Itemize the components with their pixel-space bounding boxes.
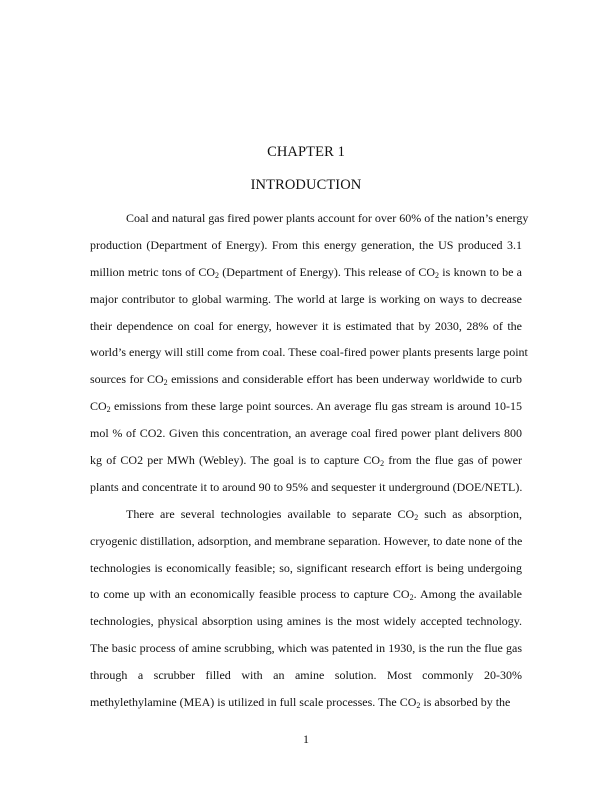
text-line: to come up with an economically feasible process to capture $CO_2$. Among the available (90, 587, 522, 603)
text-line: technologies is economically feasible; so, significant research effort is being undergoing (90, 560, 522, 575)
text-line: kg of CO2 per MWh (Webley). The goal is to capture $CO_2$ from the flue gas of power (90, 453, 522, 469)
text-line: Coal and natural gas fired power plants account for over 60% of the nation’s energy (126, 211, 529, 225)
text-line: plants and concentrate it to around 90 to 95% and sequester it underground (DOE/NETL). (90, 479, 523, 494)
page-number: 1 (303, 732, 309, 746)
text-line: sources for $CO_2$ emissions and considerable effort has been underway worldwide to curb (90, 372, 522, 388)
text-line: million metric tons of $CO_2$ (Department of Energy). This release of $CO_2$ is known to be a (90, 264, 523, 280)
chapter-label: CHAPTER 1 (267, 144, 345, 160)
text-line: through a scrubber filled with an amine solution. Most commonly 20-30% (90, 668, 522, 683)
body-text (90, 205, 529, 716)
paragraph-2 (90, 501, 522, 716)
text-line: major contributor to global warming. The world at large is working on ways to decrease (90, 291, 522, 306)
text-line: mol % of CO2. Given this concentration, an average coal fired power plant delivers 800 (90, 426, 522, 441)
paragraph-1 (90, 205, 529, 501)
text-line: The basic process of amine scrubbing, which was patented in 1930, is the run the flue gas (90, 641, 522, 656)
text-line: production (Department of Energy). From this energy generation, the US produced 3.1 (90, 237, 522, 252)
text-line: technologies, physical absorption using amines is the most widely accepted technology. (90, 614, 522, 629)
text-line: methylethylamine (MEA) is utilized in full scale processes. The $CO_2$ is absorbed by the (90, 695, 511, 711)
text-line: There are several technologies available to separate $CO_2$ such as absorption, (126, 506, 522, 522)
section-title: INTRODUCTION (250, 177, 362, 193)
text-line: world’s energy will still come from coal. These coal-fired power plants presents large point (90, 345, 528, 360)
text-line: their dependence on coal for energy, however it is estimated that by 2030, 28% of the (90, 318, 522, 333)
text-line: cryogenic distillation, adsorption, and membrane separation. However, to date none of the (90, 533, 523, 548)
text-line: $CO_2$ emissions from these large point sources. An average flu gas stream is around 10-15 (90, 399, 522, 415)
